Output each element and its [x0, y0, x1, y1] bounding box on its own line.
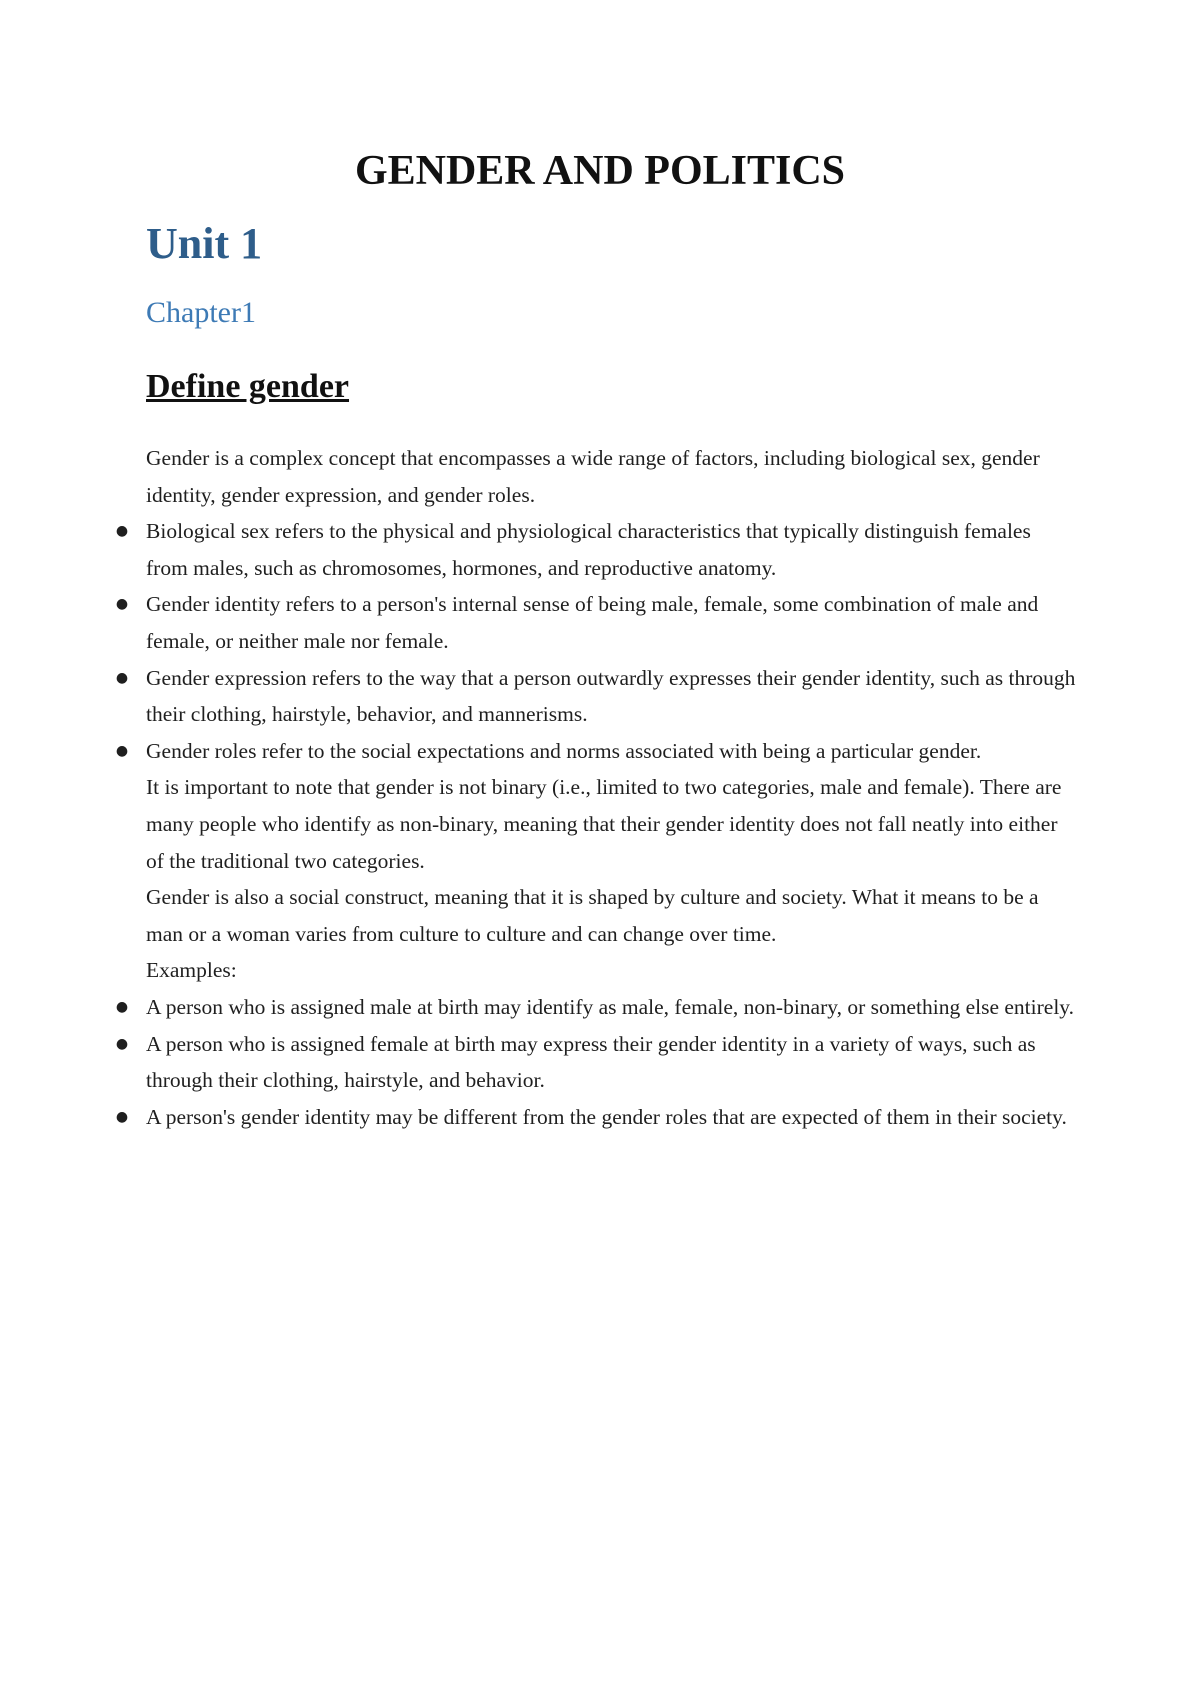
examples-list — [115, 989, 1076, 1135]
unit-heading: Unit 1 — [146, 219, 263, 268]
definitions-list — [115, 513, 1076, 769]
list-item — [115, 513, 1076, 586]
list-item — [115, 660, 1076, 733]
list-item-text: A person who is assigned female at birth may express their gender identity in a variety of ways, such as through their clothing, hairstyle, and behavior. — [146, 1031, 1036, 1093]
list-item-text: Gender roles refer to the social expectations and norms associated with being a particular gender. — [146, 738, 982, 763]
section-heading: Define gender — [146, 368, 350, 405]
list-item-text: Biological sex refers to the physical and physiological characteristics that typically distinguish females from males, such as chromosomes, hormones, and reproductive anatomy. — [146, 519, 1031, 580]
bullet-icon: ● — [115, 1108, 129, 1125]
bullet-icon: ● — [115, 669, 129, 686]
bullet-icon: ● — [115, 998, 129, 1015]
list-item-text: Gender expression refers to the way that a person outwardly expresses their gender identity, such as through their clothing, hairstyle, behavior, and mannerisms. — [146, 665, 1076, 727]
intro-paragraph: Gender is a complex concept that encompasses a wide range of factors, including biological sex, gender identity, gender expression, and gender roles. — [146, 446, 1040, 507]
document-body — [115, 440, 1076, 1135]
chapter-heading: Chapter1 — [146, 296, 256, 329]
list-item-text: Gender identity refers to a person's internal sense of being male, female, some combination of male and female, or neither male nor female. — [146, 592, 1039, 653]
bullet-icon: ● — [115, 1035, 129, 1052]
binary-paragraph: It is important to note that gender is not binary (i.e., limited to two categories, male and female). There are many people who identify as non-binary, meaning that their gender identity does not fall neatly into either of the traditional two categories. — [146, 775, 1062, 873]
document-title: GENDER AND POLITICS — [354, 148, 846, 194]
list-item — [115, 1099, 1076, 1136]
list-item-text: A person's gender identity may be different from the gender roles that are expected of them in their society. — [146, 1104, 1067, 1129]
bullet-icon: ● — [115, 596, 129, 613]
list-item — [115, 586, 1076, 659]
examples-label: Examples: — [146, 958, 237, 983]
list-item — [115, 1026, 1076, 1099]
list-item — [115, 989, 1076, 1026]
list-item-text: A person who is assigned male at birth may identify as male, female, non-binary, or something else entirely. — [146, 994, 1075, 1019]
bullet-icon: ● — [115, 523, 129, 540]
list-item — [115, 733, 1076, 770]
construct-paragraph: Gender is also a social construct, meaning that it is shaped by culture and society. What it means to be a man or a woman varies from culture to culture and can change over time. — [146, 885, 1039, 946]
bullet-icon: ● — [115, 742, 129, 759]
